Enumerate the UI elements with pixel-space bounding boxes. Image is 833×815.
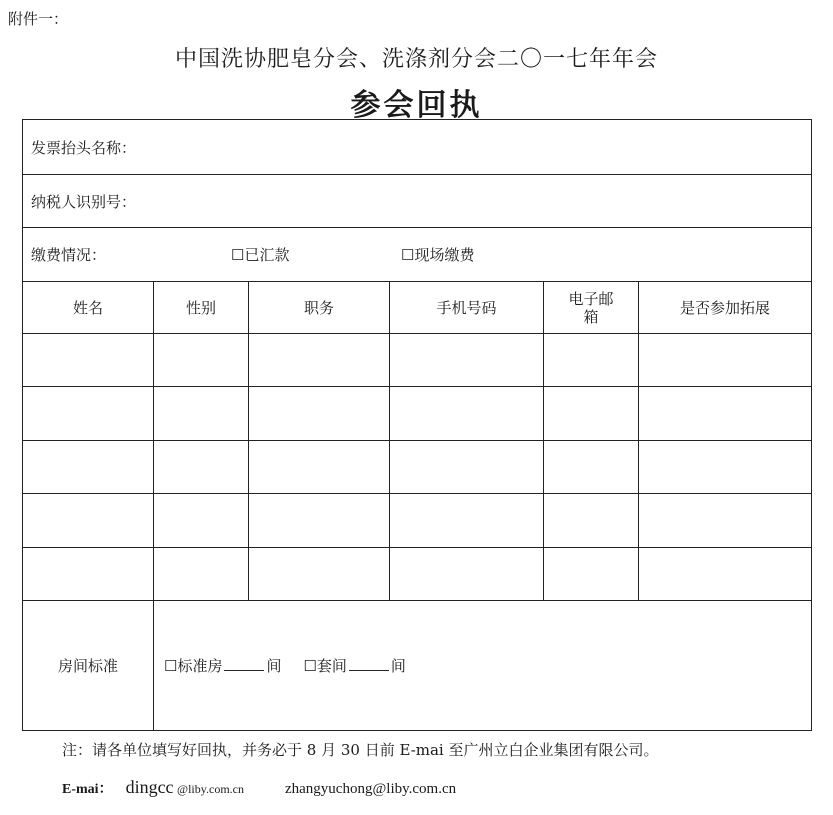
table-row — [23, 548, 812, 601]
email-label: E-mai — [62, 782, 99, 797]
suite-room-unit: 间 — [390, 657, 406, 675]
suite-room-checkbox[interactable]: ☐套间 — [303, 657, 347, 675]
cell-expansion[interactable] — [639, 548, 812, 601]
attachment-label: 附件一： — [8, 10, 69, 28]
table-row — [23, 334, 812, 387]
invoice-title-field[interactable] — [23, 120, 812, 175]
cell-phone[interactable] — [390, 441, 544, 494]
email-label-colon: ： — [98, 782, 113, 797]
col-header-email — [544, 282, 639, 334]
submission-note: 注：请各单位填写好回执，并务必于 8 月 30 日前 E-mai 至广州立白企业集团有限公司。 — [62, 741, 659, 759]
cell-phone[interactable] — [390, 548, 544, 601]
cell-phone[interactable] — [390, 494, 544, 548]
col-header-email-line2: 箱 — [583, 307, 599, 326]
suite-room-count-blank[interactable] — [349, 656, 389, 671]
email1-user[interactable]: dingcc — [125, 777, 174, 797]
cell-name[interactable] — [23, 494, 154, 548]
cell-name[interactable] — [23, 548, 154, 601]
cell-expansion[interactable] — [639, 387, 812, 441]
table-row — [23, 494, 812, 548]
cell-gender[interactable] — [154, 387, 249, 441]
cell-expansion[interactable] — [639, 441, 812, 494]
cell-gender[interactable] — [154, 494, 249, 548]
cell-expansion[interactable] — [639, 494, 812, 548]
payment-status-label: 缴费情况： — [31, 246, 107, 264]
registration-form — [22, 119, 812, 731]
table-row — [23, 387, 812, 441]
cell-gender[interactable] — [154, 441, 249, 494]
invoice-title-label: 发票抬头名称： — [31, 138, 137, 157]
col-header-expansion: 是否参加拓展 — [639, 282, 812, 334]
col-header-gender: 性别 — [154, 282, 249, 334]
col-header-phone: 手机号码 — [390, 282, 544, 334]
cell-position[interactable] — [249, 387, 390, 441]
cell-position[interactable] — [249, 441, 390, 494]
cell-email[interactable] — [544, 387, 639, 441]
email2-address[interactable]: zhangyuchong@liby.com.cn — [284, 781, 457, 797]
taxpayer-id-field[interactable] — [23, 175, 812, 228]
col-header-email-line1: 电子邮 — [568, 289, 614, 308]
cell-email[interactable] — [544, 494, 639, 548]
cell-email[interactable] — [544, 548, 639, 601]
conference-title: 中国洗协肥皂分会、洗涤剂分会二〇一七年年会 — [174, 47, 658, 72]
cell-position[interactable] — [249, 334, 390, 387]
cell-phone[interactable] — [390, 387, 544, 441]
col-header-position: 职务 — [249, 282, 390, 334]
cell-gender[interactable] — [154, 548, 249, 601]
email1-domain[interactable]: @liby.com.cn — [177, 782, 244, 796]
col-header-name: 姓名 — [23, 282, 154, 334]
onsite-payment-checkbox[interactable]: ☐现场缴费 — [401, 246, 475, 264]
cell-name[interactable] — [23, 387, 154, 441]
standard-room-count-blank[interactable] — [224, 656, 264, 671]
cell-name[interactable] — [23, 441, 154, 494]
cell-email[interactable] — [544, 441, 639, 494]
cell-gender[interactable] — [154, 334, 249, 387]
taxpayer-id-label: 纳税人识别号： — [31, 192, 137, 211]
cell-position[interactable] — [249, 494, 390, 548]
form-title: 参会回执 — [350, 88, 483, 123]
email-line — [62, 777, 456, 798]
cell-expansion[interactable] — [639, 334, 812, 387]
cell-position[interactable] — [249, 548, 390, 601]
paid-checkbox[interactable]: ☐已汇款 — [231, 246, 290, 264]
room-standard-label: 房间标准 — [23, 601, 154, 731]
cell-name[interactable] — [23, 334, 154, 387]
payment-status-field — [23, 228, 812, 282]
table-row — [23, 441, 812, 494]
cell-phone[interactable] — [390, 334, 544, 387]
standard-room-checkbox[interactable]: ☐标准房 — [164, 657, 223, 675]
cell-email[interactable] — [544, 334, 639, 387]
standard-room-unit: 间 — [266, 657, 282, 675]
room-standard-options — [154, 601, 812, 731]
